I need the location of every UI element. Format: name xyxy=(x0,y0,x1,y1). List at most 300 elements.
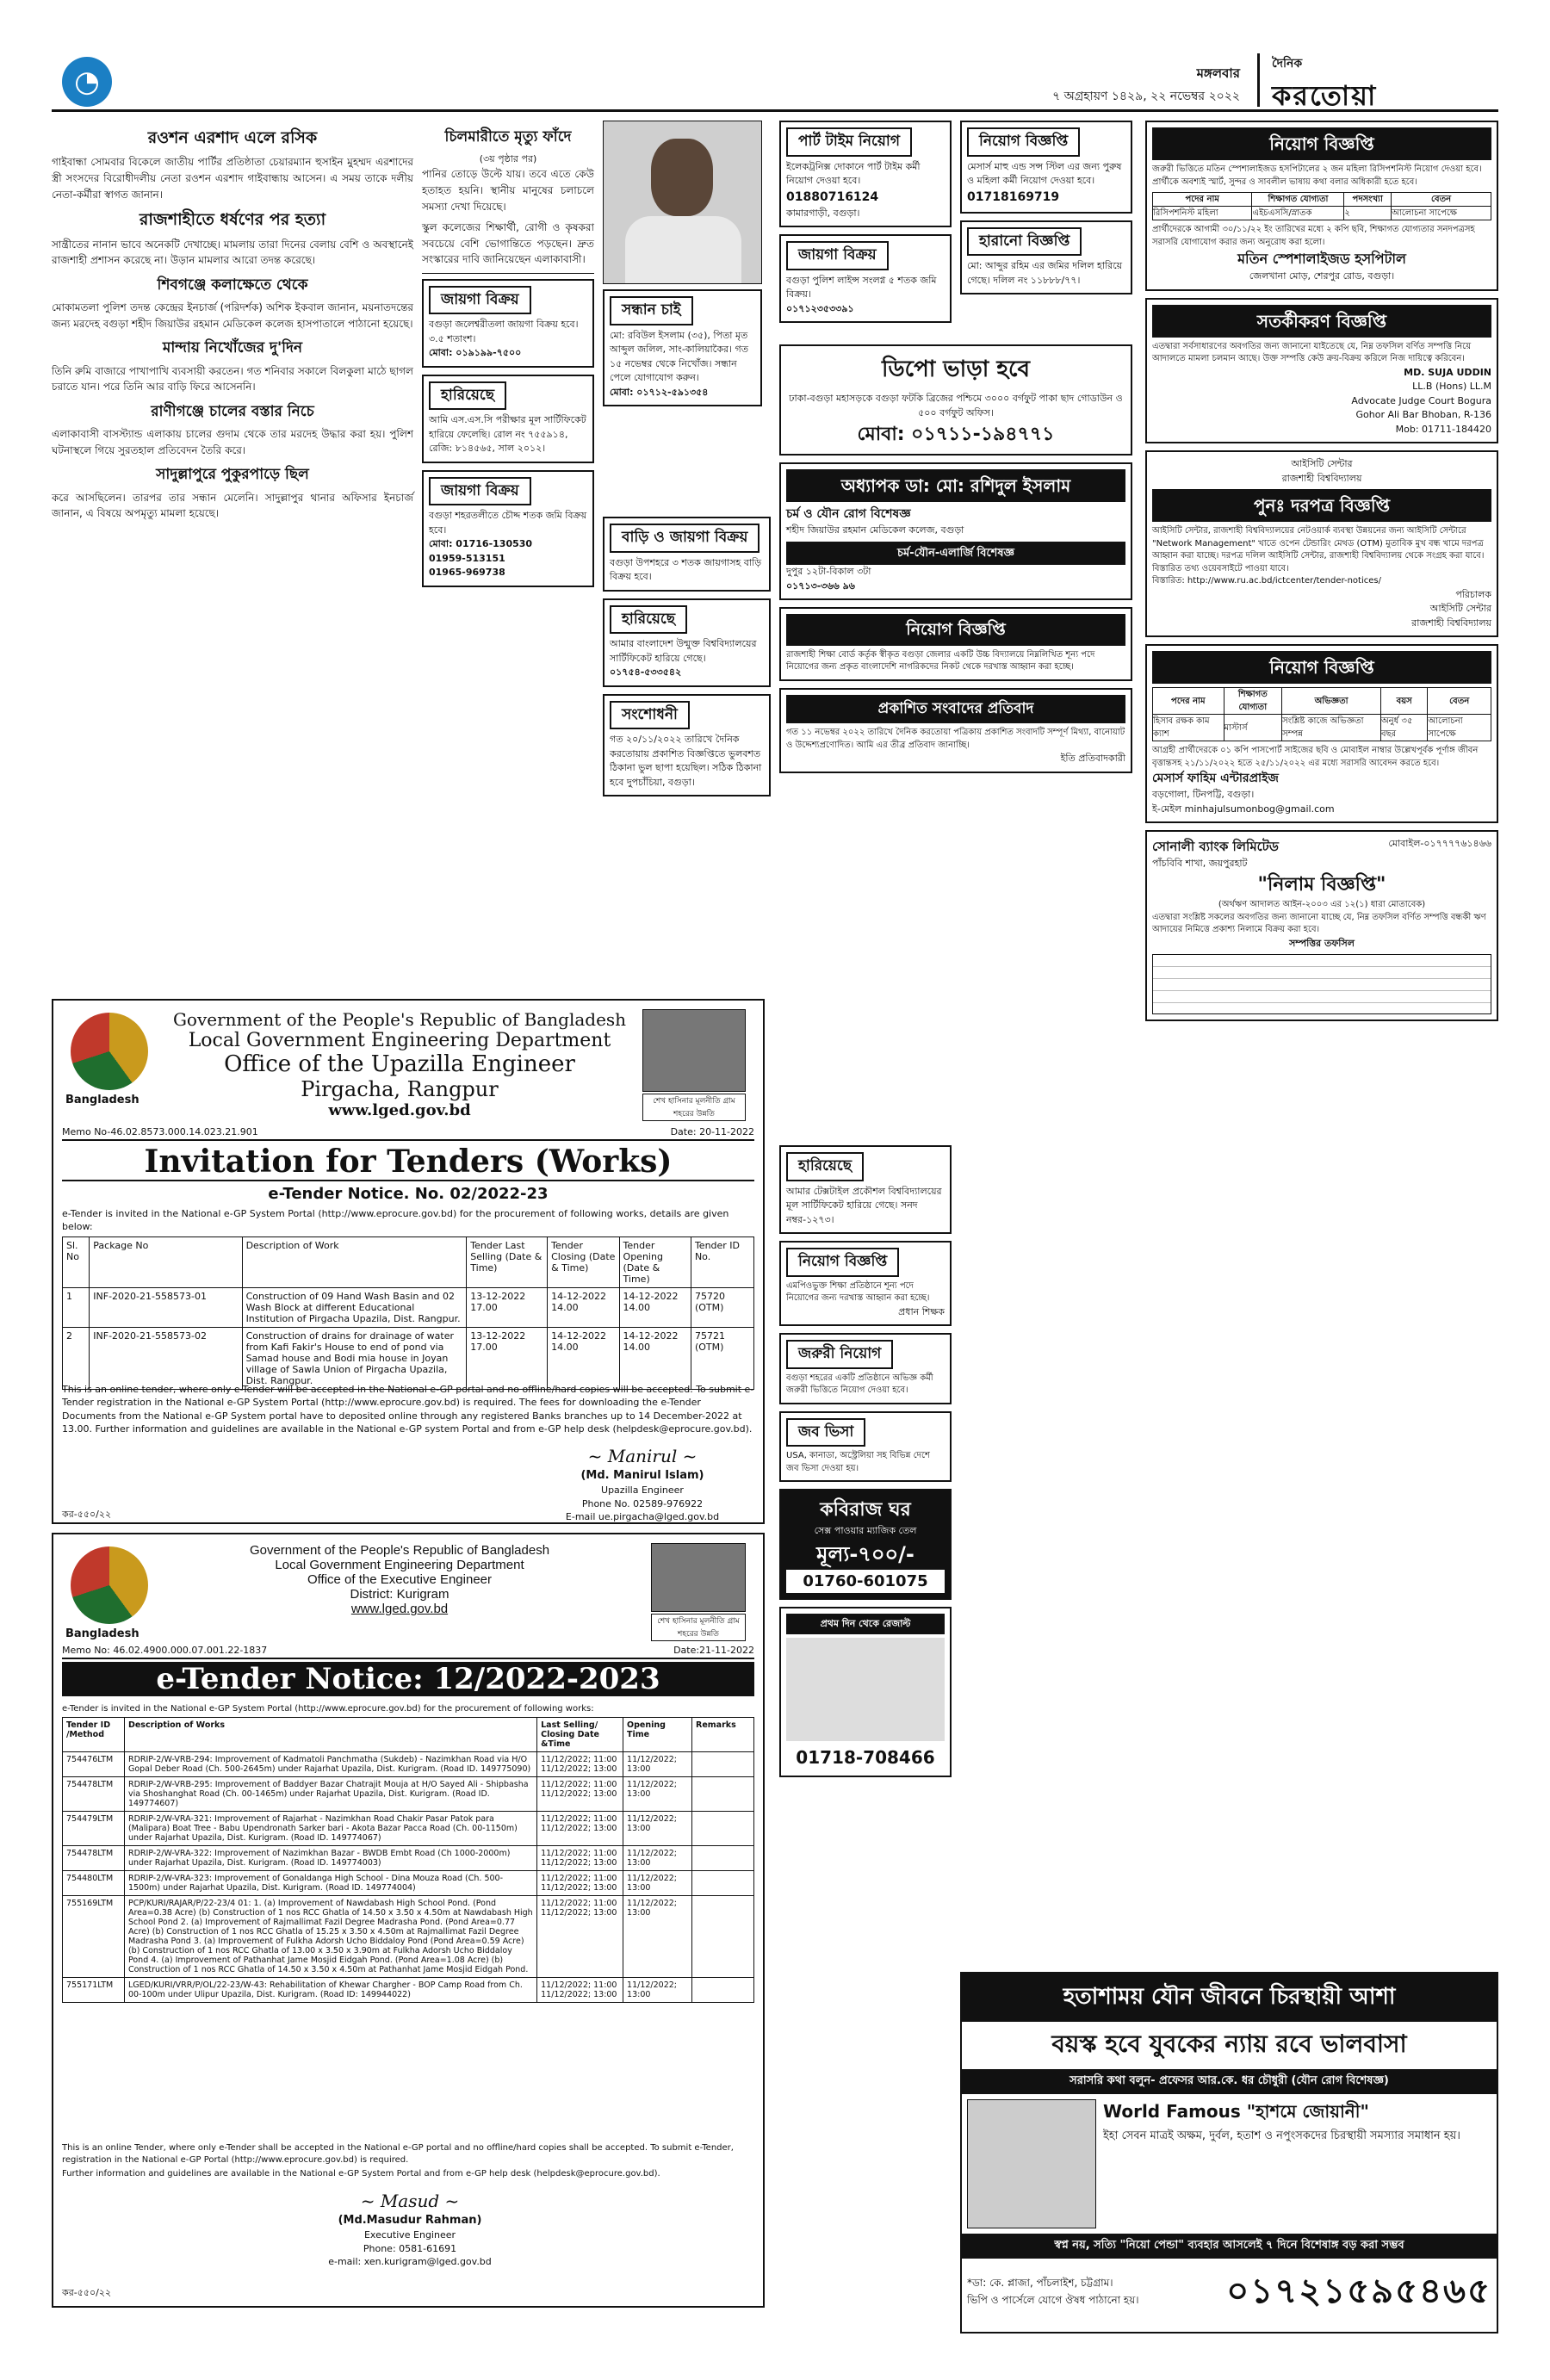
masthead xyxy=(52,52,1498,112)
ad-phone: 01959-513151 xyxy=(429,552,505,564)
memo-date: Date: 20-11-2022 xyxy=(670,1126,754,1137)
ad-title: সন্ধান চাই xyxy=(610,296,693,325)
hospital-job-ad xyxy=(1145,121,1498,291)
table-header: Last Selling/ Closing Date &Time xyxy=(537,1718,623,1752)
ad-title: প্রথম দিন থেকে রেজাল্ট xyxy=(786,1614,945,1635)
ad-title: হারানো বিজ্ঞপ্তি xyxy=(967,227,1082,257)
table-cell: 11/12/2022; 13:00 xyxy=(623,1871,692,1896)
issue-day: মঙ্গলবার xyxy=(1196,65,1240,81)
continued-label: (৩য় পৃষ্ঠার পর) xyxy=(479,153,537,165)
ad-phone: 01880716124 xyxy=(786,189,879,204)
table-header: Tender ID No. xyxy=(691,1237,753,1288)
classified-ad xyxy=(779,1333,952,1404)
table-row xyxy=(63,1752,754,1777)
article-text: করে আসছিলেন। তারপর তার সন্ধান মেলেনি। সাদুল্লাপুর থানার অফিসার ইনচার্জ জানান, এ বিষয়ে অপমৃত্যু মামলা হয়েছে। xyxy=(52,491,413,520)
ad-subheadline: সরাসরি কথা বলুন- প্রফেসর আর.কে. ধর চৌধুরী (যৌন রোগ বিশেষজ্ঞ) xyxy=(962,2069,1497,2094)
signature-scrawl-icon: ~ Masud ~ xyxy=(360,2191,460,2211)
table-cell xyxy=(692,1896,754,1978)
table-cell: 11/12/2022; 13:00 xyxy=(623,1752,692,1777)
ad-phone: ০১৭২১৫৯৫৪৬৫ xyxy=(1226,2272,1491,2311)
tender-notice-pirgacha xyxy=(52,999,765,1524)
table-cell: 755169LTM xyxy=(63,1896,125,1978)
logo-label: Bangladesh xyxy=(65,1627,140,1640)
classified-column xyxy=(960,121,1132,301)
table-header: শিক্ষাগত যোগ্যতা xyxy=(1224,688,1282,715)
ad-text: রাজশাহী শিক্ষা বোর্ড কর্তৃক স্বীকৃত বগুড়া জেলার একটি উচ্চ বিদ্যালয়ে নিম্নলিখিত শূন্য পদে নিয়োগের জন্য প্রকৃত বাংলাদেশি নাগরিকদের নিকট থেকে দরখাস্ত আহ্বান করা হচ্ছে। xyxy=(786,649,1095,672)
golden-jubilee-logo-icon xyxy=(71,1546,148,1624)
gov-website: www.lged.gov.bd xyxy=(328,1101,471,1119)
ad-text: এতদ্বারা সংশ্লিষ্ট সকলের অবগতির জন্য জানানো যাচ্ছে যে, নিম্ন তফসিল বর্ণিত সম্পত্তি বন্ধকী ঋণ আদায়ের নিমিত্তে প্রকাশ্য নিলামে বিক্রয় করা হবে। xyxy=(1152,912,1486,934)
headline: রাজশাহীতে ধর্ষণের পর হত্যা xyxy=(139,210,326,230)
table-row xyxy=(63,1328,754,1390)
signature-block xyxy=(539,1444,746,1523)
job-table xyxy=(1152,192,1491,220)
table-cell: 754479LTM xyxy=(63,1812,125,1846)
ad-sign: প্রধান শিক্ষক xyxy=(898,1305,945,1317)
brand-small: দৈনিক xyxy=(1272,57,1303,71)
ad-headline: হতাশাময় যৌন জীবনে চিরস্থায়ী আশা xyxy=(962,1974,1497,2022)
schedule-label: সম্পত্তির তফসিল xyxy=(1289,937,1355,949)
doctor-workplace: শহীদ জিয়াউর রহমান মেডিকেল কলেজ, বগুড়া xyxy=(786,524,964,536)
ad-headline: বয়স্ক হবে যুবকের ন্যায় রবে ভালবাসা xyxy=(1051,2030,1407,2058)
ad-text: মেসার্স মাহু এন্ড সন্স স্টিল এর জন্য পুরুষ ও মহিলা কর্মী নিয়োগ দেওয়া হবে। xyxy=(967,160,1122,186)
table-cell: 755171LTM xyxy=(63,1978,125,2003)
table-cell: এইচএসসি/স্নাতক xyxy=(1252,207,1344,220)
table-cell: আলোচনা সাপেক্ষে xyxy=(1428,715,1491,741)
bank-name: সোনালী ব্যাংক লিমিটেড xyxy=(1152,839,1279,854)
table-cell xyxy=(692,1812,754,1846)
ad-title: সংশোধনী xyxy=(610,701,690,730)
table-cell xyxy=(692,1777,754,1812)
newspaper-logo-icon: ◔ xyxy=(62,57,112,107)
table-cell: 11/12/2022; 11:00 11/12/2022; 13:00 xyxy=(537,1978,623,2003)
article-text: গাইবান্ধা সোমবার বিকেলে জাতীয় পার্টির প্রতিষ্ঠাতা চেয়ারম্যান হুসাইন মুহম্মদ এরশাদের স্ত্রী সংসদের বিরোধীদলীয় নেতা রওশন এরশাদ গাইবান্ধায় আসেন। এ সময় তাকে দলীয় নেতা-কর্মীরা স্বাগত জানান। xyxy=(52,156,413,201)
table-cell: হিসাব রক্ষক কাম ক্যাশ xyxy=(1153,715,1224,741)
ad-address: বড়গোলা, টিনপট্টি, বগুড়া। xyxy=(1152,789,1255,800)
ad-text: আইসিটি সেন্টার, রাজশাহী বিশ্ববিদ্যালয়ের নেটওয়ার্ক ব্যবস্থা উন্নয়নের জন্য আইসিটি সেন্টারে "Network Management" খাতে ওপেন টেন্ডারিং মেথড (OTM) মুতাবিক মুখ বন্ধ খামে দরপত্র আহ্বান করা যাচ্ছে। দরপত্র দলিল আইসিটি সেন্টার, রাজশাহী বিশ্ববিদ্যালয় থেকে সংগ্রহ করা যাবে। বিস্তারিত তথ্য ওয়েবসাইটে পাওয়া যাবে। xyxy=(1152,526,1485,573)
headline: রওশন এরশাদ এলে রসিক xyxy=(147,128,318,147)
ad-title: বাড়ি ও জায়গা বিক্রয় xyxy=(610,524,760,553)
news-column xyxy=(422,121,594,594)
classified-ad xyxy=(779,607,1132,681)
ad-note: প্রার্থীদেরকে আগামী ৩০/১১/২২ ইং তারিখের মধ্যে ২ কপি ছবি, শিক্ষাগত যোগ্যতার সনদপত্রসহ সরাসরি যোগাযোগ করার জন্য অনুরোধ করা হলো। xyxy=(1152,225,1475,247)
classified-ad xyxy=(422,375,594,463)
table-cell: 11/12/2022; 13:00 xyxy=(623,1846,692,1871)
table-cell: 13-12-2022 17.00 xyxy=(467,1328,548,1390)
headline: চিলমারীতে মৃত্যু ফাঁদে xyxy=(444,128,572,146)
table-header: Tender Last Selling (Date & Time) xyxy=(467,1237,548,1288)
ad-text: এমপিওভুক্ত শিক্ষা প্রতিষ্ঠানে শূন্য পদে নিয়োগের জন্য দরখাস্ত আহ্বান করা হচ্ছে। xyxy=(786,1280,930,1303)
gov-line: Government of the People's Republic of Bangladesh xyxy=(249,1543,550,1558)
table-cell: 11/12/2022; 11:00 11/12/2022; 13:00 xyxy=(537,1752,623,1777)
ad-title: নিয়োগ বিজ্ঞপ্তি xyxy=(786,1248,899,1277)
classified-ad xyxy=(779,1145,952,1234)
ad-bar: স্বপ্ন নয়, সত্যি "নিয়ো পেন্ডা" ব্যবহার আসলেই ৭ দিনে বিশেষাঙ্গ বড় করা সম্ভব xyxy=(962,2234,1497,2259)
table-row xyxy=(63,1777,754,1812)
ad-link: বিস্তারিত: http://www.ru.ac.bd/ictcenter/tender-notices/ xyxy=(1152,576,1381,586)
table-row xyxy=(63,1812,754,1846)
table-cell: 13-12-2022 17.00 xyxy=(467,1288,548,1328)
brand-block xyxy=(1257,53,1490,112)
ad-sign: পরিচালক xyxy=(1455,588,1491,600)
agency-header xyxy=(165,1009,634,1119)
ad-text: মো: রবিউল ইসলাম (৩৫), পিতা মৃত আব্দুল জলিল, সাং-কালিয়াকৈর। গত ১৫ নভেম্বর থেকে নিখোঁজ। সন্ধান পেলে যোগাযোগ করুন। xyxy=(610,329,748,383)
bank-auction-ad xyxy=(1145,830,1498,1021)
doctor-bar: চর্ম-যৌন-এলার্জি বিশেষজ্ঞ xyxy=(786,542,1125,566)
classified-column xyxy=(779,344,1132,780)
ad-text: গত ২০/১১/২০২২ তারিখে দৈনিক করতোয়ায় প্রকাশিত বিজ্ঞপ্তিতে ভুলবশত ঠিকানা ভুল ছাপা হয়েছিল। সঠিক ঠিকানা হবে দুপচাঁচিয়া, বগুড়া। xyxy=(610,734,762,788)
product-image xyxy=(786,1638,945,1741)
table-cell: 1 xyxy=(63,1288,90,1328)
table-header: Tender Opening (Date & Time) xyxy=(619,1237,691,1288)
ad-text: আগ্রহী প্রার্থীদেরকে ০১ কপি পাসপোর্ট সাইজের ছবি ও মোবাইল নাম্বার উল্লেখপূর্বক পূর্ণাঙ্গ জীবন বৃত্তান্তসহ ২১/১১/২০২২ হতে ২৫/১১/২০২২ এর মধ্যে সরাসরি আবেদন করতে হবে। xyxy=(1152,746,1479,768)
ayurvedic-ad xyxy=(779,1607,952,1778)
article-text: স্কুল কলেজের শিক্ষার্থী, রোগী ও কৃষকরা সবচেয়ে বেশি ভোগান্তিতে পড়ছেন। দ্রুত সংস্কারের দাবি জানিয়েছেন এলাকাবাসী। xyxy=(422,221,594,266)
table-header: Opening Time xyxy=(623,1718,692,1752)
table-header: পদের নাম xyxy=(1153,193,1252,207)
issue-date: ৭ অগ্রহায়ণ ১৪২৯, ২২ নভেম্বর ২০২২ xyxy=(1052,90,1240,103)
ad-text: ঢাকা-বগুড়া মহাসড়কে বগুড়া ফটকি ব্রিজের পশ্চিমে ৩০০০ বর্গফুট পাকা ছাদ গোডাউন ও ৫০০ বর্গফুট অফিস। xyxy=(789,393,1123,418)
ad-text: USA, কানাডা, অস্ট্রেলিয়া সহ বিভিন্ন দেশে জব ভিসা দেওয়া হয়। xyxy=(786,1451,930,1473)
ad-title: পুনঃ দরপত্র বিজ্ঞপ্তি xyxy=(1152,489,1491,522)
news-column xyxy=(52,121,413,527)
classified-column xyxy=(779,121,952,330)
table-cell: RDRIP-2/W-VRA-323: Improvement of Gonaldanga High School - Dina Mouza Road (Ch. 500-1500m) under Rajarhat Upazila, Dist. Kurigram. (Road ID. 149774004) xyxy=(124,1871,536,1896)
table-header: Description of Works xyxy=(124,1718,536,1752)
ad-price: মূল্য-৭০০/- xyxy=(816,1541,914,1566)
tender-subtitle: e-Tender Notice. No. 02/2022-23 xyxy=(268,1185,549,1203)
table-header: Package No xyxy=(90,1237,242,1288)
table-cell: 14-12-2022 14.00 xyxy=(548,1288,619,1328)
table-cell: 14-12-2022 14.00 xyxy=(619,1328,691,1390)
table-row xyxy=(63,1896,754,1978)
caution-ad xyxy=(1145,298,1498,444)
ad-title: জায়গা বিক্রয় xyxy=(429,477,531,506)
protest-ad xyxy=(779,688,1132,773)
ad-location: কামারগাড়ী, বগুড়া। xyxy=(786,207,860,219)
ad-title: নিয়োগ বিজ্ঞপ্তি xyxy=(1152,127,1491,160)
table-cell: Construction of 09 Hand Wash Basin and 02 Wash Block at different Educational Institution of Pirgacha Upazila, Dist. Rangpur. xyxy=(242,1288,467,1328)
table-cell: 754478LTM xyxy=(63,1777,125,1812)
table-cell: 14-12-2022 14.00 xyxy=(548,1328,619,1390)
ad-title: হারিয়েছে xyxy=(610,605,687,635)
ad-title: সতর্কীকরণ বিজ্ঞপ্তি xyxy=(1152,305,1491,338)
classified-ad xyxy=(603,694,771,797)
ad-text: সেক্স পাওয়ার ম্যাজিক তেল xyxy=(814,1525,917,1536)
table-header: Sl. No xyxy=(63,1237,90,1288)
signatory-phone: Phone No. 02589-976922 xyxy=(581,1497,704,1509)
classified-ad xyxy=(960,220,1132,295)
table-row xyxy=(63,1846,754,1871)
ad-ref-code: কর-৫৫০/২২ xyxy=(62,2287,112,2298)
article-text: এলাকাবাসী বাসস্ট্যান্ড এলাকায় চালের গুদাম থেকে তার মরদেহ উদ্ধার করা হয়। পুলিশ ঘটনাস্থলে গিয়ে সুরতহাল প্রতিবেদন তৈরি করে। xyxy=(52,428,413,456)
ad-org: মেসার্স ফাহিম এন্টারপ্রাইজ xyxy=(1152,772,1279,785)
lawyer-court: Advocate Judge Court Bogura xyxy=(1351,394,1491,406)
ad-text: বগুড়া শহরতলীতে চৌদ্দ শতক জমি বিক্রয় হবে। xyxy=(429,510,587,536)
classified-ad xyxy=(779,121,952,227)
ad-text: এতদ্বারা সর্বসাধারণের অবগতির জন্য জানানো যাইতেছে যে, নিম্ন তফসিল বর্ণিত সম্পত্তি নিয়ে আদালতে মামলা চলমান আছে। উক্ত সম্পত্তি কেউ ক্রয়-বিক্রয় করিলে নিজ দায়িত্বে করিবেন। xyxy=(1152,341,1472,363)
table-cell: RDRIP-2/W-VRB-295: Improvement of Baddyer Bazar Chatrajit Mouja at H/O Sayed Ali - Shipbasha via Shoshanghat Road (Ch. 00-1465m) under Rajarhat Upazila, Dist. Kurigram. (Road ID. 149774607) xyxy=(124,1777,536,1812)
table-header: বেতন xyxy=(1428,688,1491,715)
headline: রাণীগঞ্জে চালের বস্তার নিচে xyxy=(151,402,314,420)
table-cell: 11/12/2022; 11:00 11/12/2022; 13:00 xyxy=(537,1871,623,1896)
lawyer-phone: Mob: 01711-184420 xyxy=(1395,423,1491,435)
classified-ad xyxy=(779,1241,952,1326)
table-cell: ২ xyxy=(1344,207,1392,220)
ad-sign: ইতি প্রতিবাদকারী xyxy=(1060,753,1125,764)
memo-line xyxy=(62,1645,754,1659)
table-cell xyxy=(692,1978,754,2003)
ad-title: জব ভিসা xyxy=(786,1418,865,1447)
table-cell: 14-12-2022 14.00 xyxy=(619,1288,691,1328)
golden-jubilee-logo-icon xyxy=(71,1013,148,1090)
classified-ad xyxy=(960,121,1132,214)
table-header: পদসংখ্যা xyxy=(1344,193,1392,207)
table-cell: INF-2020-21-558573-01 xyxy=(90,1288,242,1328)
table-cell: অনুর্ধ ৩৫ বছর xyxy=(1381,715,1428,741)
signature-block xyxy=(315,2189,505,2268)
ad-text: জরুরী ভিত্তিতে মতিন স্পেশালাইজড হসপিটালের ২ জন মহিলা রিসিপশনিস্ট নিয়োগ দেওয়া হবে। প্রার্থীকে অবশ্যই স্মার্ট, সুন্দর ও সাবলীল ভাষায় কথা বলার অধিকারী হতে হবে। xyxy=(1152,164,1482,187)
ad-text: বগুড়া জলেশ্বরীতলা জায়গা বিক্রয় হবে। ৩.৫ শতাংশ। xyxy=(429,319,579,344)
ad-phone: মোবা: 01716-130530 xyxy=(429,538,533,550)
signatory-email: e-mail: xen.kurigram@lged.gov.bd xyxy=(328,2255,492,2267)
medicine-ad xyxy=(960,1972,1498,2334)
missing-person-column xyxy=(603,121,762,413)
table-cell: 11/12/2022; 13:00 xyxy=(623,1978,692,2003)
signatory-phone: Phone: 0581-61691 xyxy=(363,2242,457,2254)
table-row xyxy=(63,1871,754,1896)
ad-phone: 01760-601075 xyxy=(786,1570,945,1593)
ict-org: আইসিটি সেন্টার xyxy=(1291,458,1353,469)
tender-intro: e-Tender is invited in the National e-GP System Portal (http://www.eprocure.gov.bd) for the procurement of following works: xyxy=(62,1704,594,1714)
tender-title: e-Tender Notice: 12/2022-2023 xyxy=(62,1662,754,1696)
ict-university: রাজশাহী বিশ্ববিদ্যালয় xyxy=(1281,472,1362,484)
ad-title: কবিরাজ ঘর xyxy=(820,1499,911,1521)
table-header: Tender ID /Method xyxy=(63,1718,125,1752)
table-cell: 11/12/2022; 13:00 xyxy=(623,1812,692,1846)
portrait-caption: শেখ হাসিনার মূলনীতি গ্রাম শহরের উন্নতি xyxy=(642,1094,746,1121)
article-text: সান্ত্রীতের নানান ভাবে অনেকটি দেখাচ্ছে। মামলায় তারা দিনের বেলায় বেশি ও অবস্থানেই রাজশাহী প্রশাসন করেছে না। উড়ান মামলার আরো তদন্ত করেছে। xyxy=(52,238,413,267)
ad-ref-code: কর-৫৫০/২২ xyxy=(62,1509,112,1520)
lawyer-degree: LL.B (Hons) LL.M xyxy=(1412,381,1491,392)
table-cell: PCP/KURI/RAJAR/P/22-23/4 01: 1. (a) Improvement of Nawdabash High School Pond. (Pond Area=0.38 Acre) (b) Construction of 1 nos RCC Ghatla of 14.50 x 3.50 x 4.50m at Nawdabash High School Pond 2. (a) Improvement of Rajmallimat Fazil Degree Madrasha Pond. (Pond Area=0.77 Acre) (b) Construction of 1 nos RCC Ghatla of 15.25 x 3.50 x 4.50m at Rajmallimat Fazil Degree Madrasha Pond 3. (a) Improvement of Fulkha Adorsh Ucho Biddaloy Pond (Pond Area=0.59 Acre) (b) Construction of 1 nos RCC Ghatla of 13.00 x 3.50 x 3.90m at Fulkha Adorsh Ucho Biddaloy Pond 4. (a) Improvement of Pathanhat Jame Mosjid Eidgah Pond. (Pond Area=1.08 Acre) (b) Construction of 1 nos RCC Ghatla of 14.50 x 3.50 x 4.50m at Pathanhat Jame Mosjid Eidgah Pond. xyxy=(124,1896,536,1978)
tender-notice-kurigram xyxy=(52,1533,765,2308)
table-cell: 11/12/2022; 13:00 xyxy=(623,1777,692,1812)
ad-sign: রাজশাহী বিশ্ববিদ্যালয় xyxy=(1411,617,1491,629)
table-cell: 2 xyxy=(63,1328,90,1390)
table-cell: RDRIP-2/W-VRA-321: Improvement of Rajarhat - Nazimkhan Road Chakir Pasar Patok para (Malipara) Boat Tree - Babu Upendronath Sarker bari - Akota Bazar Pacca Road (Ch. 00-1150m) under Rajarhat Upazila, Dist. Kurigram. (Road ID. 149774067) xyxy=(124,1812,536,1846)
tender-title: Invitation for Tenders (Works) xyxy=(62,1144,754,1181)
tender-footnote: This is an online tender, where only e-Tender will be accepted in the National e-GP portal and no offline/hard copies will be accepted. To submit e-Tender registration in the National e-GP System Portal (http://www.eprocure.gov.bd) is required. The fees for downloading the e-Tender Documents from the National e-GP System portal have to deposited online through any registered Banks branches up to 14 December-2022 at 13.00. Further information and guidelines are available in the National e-GP system Portal and from e-GP help desk (helpdesk@eprocure.gov.bd). xyxy=(62,1384,754,1435)
article-text: মোকামতলা পুলিশ তদন্ত কেন্দ্রের ইনচার্জ (পরিদর্শক) অশিক ইকবাল জানান, ময়নাতদন্তের জন্য মরদেহ বগুড়া শহীদ জিয়াউর রহমান মেডিকেল কলেজ হাসপাতালে পাঠানো হয়েছে। xyxy=(52,301,413,330)
right-column xyxy=(1145,121,1498,1028)
table-header: Tender Closing (Date & Time) xyxy=(548,1237,619,1288)
table-row xyxy=(63,1978,754,2003)
gov-line: Office of the Executive Engineer xyxy=(307,1572,492,1587)
doctor-photo xyxy=(967,2099,1096,2228)
ad-title: ডিপো ভাড়া হবে xyxy=(882,356,1030,382)
article-text: পানির তোড়ে উল্টে যায়। তবে এতে কেউ হতাহত হয়নি। স্থানীয় মানুষের চলাচলে সমস্যা দেখা দিয়েছে। xyxy=(422,168,594,213)
table-header: অভিজ্ঞতা xyxy=(1282,688,1381,715)
ad-text: আমার বাংলাদেশ উন্মুক্ত বিশ্ববিদ্যালয়ের সার্টিফিকেট হারিয়ে গেছে। xyxy=(610,638,757,664)
classified-column xyxy=(779,1145,952,1784)
kabiraj-ad xyxy=(779,1489,952,1600)
memo-date: Date:21-11-2022 xyxy=(673,1645,754,1656)
ad-text: গত ১১ নভেম্বর ২০২২ তারিখে দৈনিক করতোয়া পত্রিকায় প্রকাশিত সংবাদটি সম্পূর্ণ মিথ্যা, বানোয়াট ও উদ্দেশ্যপ্রণোদিত। আমি এর তীব্র প্রতিবাদ জানাচ্ছি। xyxy=(786,728,1125,750)
classified-ad xyxy=(603,598,771,687)
table-cell: 11/12/2022; 11:00 11/12/2022; 13:00 xyxy=(537,1777,623,1812)
ad-title: নিয়োগ বিজ্ঞপ্তি xyxy=(1152,651,1491,684)
tender-footnote: This is an online Tender, where only e-Tender shall be accepted in the National e-GP portal and no offline/hard copies shall be accepted. To submit e-Tender, registration in the National e-GP Portal (http://www.eprocure.gov.bd) is required. xyxy=(62,2143,734,2165)
ad-title: জায়গা বিক্রয় xyxy=(429,286,531,315)
doctor-specialty: চর্ম ও যৌন রোগ বিশেষজ্ঞ xyxy=(786,507,911,521)
gov-line: Office of the Upazilla Engineer xyxy=(224,1051,575,1077)
gov-website: www.lged.gov.bd xyxy=(350,1602,449,1616)
table-cell: 75721 (OTM) xyxy=(691,1328,753,1390)
gov-line: District: Kurigram xyxy=(350,1587,450,1602)
table-cell: 75720 (OTM) xyxy=(691,1288,753,1328)
table-cell: সংশ্লিষ্ট কাজে অভিজ্ঞতা সম্পন্ন xyxy=(1282,715,1381,741)
ad-text: ইলেকট্রনিক্স দোকানে পার্ট টাইম কর্মী নিয়োগ দেওয়া হবে। xyxy=(786,160,921,186)
logo-label: Bangladesh xyxy=(65,1094,140,1106)
ad-text: মো: আব্দুর রহিম এর জমির দলিল হারিয়ে গেছে। দলিল নং ১১৮৮৮/৭৭। xyxy=(967,260,1123,286)
ad-sign: আইসিটি সেন্টার xyxy=(1429,603,1491,614)
job-ad xyxy=(1145,644,1498,823)
ad-phone: ০১৭১২৩৫৩৩৯১ xyxy=(786,302,854,314)
memo-number: Memo No-46.02.8573.000.14.023.21.901 xyxy=(62,1126,258,1137)
ad-phone: মোবা: ০১৭১২-৫৯১৩৫৪ xyxy=(610,386,709,398)
gov-line: Pirgacha, Rangpur xyxy=(301,1077,499,1101)
ad-text: বগুড়া শহরের একটি প্রতিষ্ঠানে অভিজ্ঞ কর্মী জরুরী ভিত্তিতে নিয়োগ দেওয়া হবে। xyxy=(786,1373,933,1395)
table-cell: RDRIP-2/W-VRB-294: Improvement of Kadmatoli Panchmatha (Sukdeb) - Nazimkhan Road via H/O Gopal Deber Road (Ch. 500-2645m) under Rajarhat Upazila, Dist. Kurigram. (Road ID. 149775090) xyxy=(124,1752,536,1777)
table-cell xyxy=(692,1871,754,1896)
gov-line: Local Government Engineering Department xyxy=(188,1030,611,1051)
ad-org: মতিন স্পেশালাইজড হসপিটাল xyxy=(1237,251,1406,267)
portrait-image xyxy=(651,1543,746,1612)
ad-title: নিয়োগ বিজ্ঞপ্তি xyxy=(786,614,1125,646)
ad-delivery: ভিপি ও পার্সেলে যোগে ঔষধ পাঠানো হয়। xyxy=(967,2293,1139,2306)
ict-tender-ad xyxy=(1145,450,1498,637)
table-cell: রিসিপশনিস্ট মহিলা xyxy=(1153,207,1252,220)
ad-description: ইহা সেবন মাত্রই অক্ষম, দুর্বল, হতাশ ও নপুংসকদের চিরস্থায়ী সমস্যার সমাধান হয়। xyxy=(1103,2129,1460,2142)
tender-footnote: Further information and guidelines are available in the National e-GP System Portal and from e-GP help desk (helpdesk@eprocure.gov.bd). xyxy=(62,2169,660,2179)
table-cell xyxy=(692,1846,754,1871)
gov-line: Local Government Engineering Department xyxy=(275,1558,524,1572)
bank-contact: মোবাইল-০১৭৭৭৭৬১৪৬৬ xyxy=(1388,838,1491,849)
ad-subtitle: (অর্থঋণ আদালত আইন-২০০৩ এর ১২(১) ধারা মোতাবেক) xyxy=(1218,900,1426,909)
ad-phone: 01718169719 xyxy=(967,189,1060,204)
lawyer-office: Gohor Ali Bar Bhoban, R-136 xyxy=(1355,409,1491,420)
schedule-table xyxy=(1152,954,1491,1014)
ad-title: নিয়োগ বিজ্ঞপ্তি xyxy=(967,127,1080,157)
headline: সাদুল্লাপুরে পুকুরপাড়ে ছিল xyxy=(156,466,309,484)
classified-ad xyxy=(779,1411,952,1483)
table-cell: 754476LTM xyxy=(63,1752,125,1777)
tender-intro: e-Tender is invited in the National e-GP System Portal (http://www.eprocure.gov.bd) for the procurement of following works, details are given below: xyxy=(62,1208,729,1233)
table-header: পদের নাম xyxy=(1153,688,1224,715)
classified-ad xyxy=(603,289,762,406)
classified-ad xyxy=(422,279,594,368)
ad-phone: মোবা: ০১৯১৯৯-৭৫০০ xyxy=(429,347,522,359)
ad-title: হারিয়েছে xyxy=(786,1152,864,1181)
ad-text: বগুড়া উপশহরে ৩ শতক জায়গাসহ বাড়ি বিক্রয় হবে। xyxy=(610,556,762,582)
ad-email: ই-মেইল minhajulsumonbog@gmail.com xyxy=(1152,803,1335,815)
table-cell: Construction of drains for drainage of water from Kafi Fakir's House to end of pond via Samad house and Bodi mia house in Joyan village of Sawla Union of Pirgacha Upazila, Dist. Rangpur. xyxy=(242,1328,467,1390)
table-header: বেতন xyxy=(1392,193,1491,207)
memo-line xyxy=(62,1126,754,1141)
table-cell: মাস্টার্স xyxy=(1224,715,1282,741)
gov-line: Government of the People's Republic of Bangladesh xyxy=(172,1009,627,1030)
portrait-caption: শেখ হাসিনার মূলনীতি গ্রাম শহরের উন্নতি xyxy=(651,1614,746,1641)
table-cell: 11/12/2022; 13:00 xyxy=(623,1896,692,1978)
table-cell: INF-2020-21-558573-02 xyxy=(90,1328,242,1390)
table-cell: 754478LTM xyxy=(63,1846,125,1871)
ad-address: *ডা: কে. প্লাজা, পাঁচলাইশ, চট্টগ্রাম। xyxy=(967,2276,1113,2289)
ad-phone: 01965-969738 xyxy=(429,567,505,579)
tender-table xyxy=(62,1236,754,1390)
table-cell: RDRIP-2/W-VRA-322: Improvement of Nazimkhan Bazar - BWDB Embt Road (Ch 1000-2000m) under Rajarhat Upazila, Dist. Kurigram. (Road ID. 149774003) xyxy=(124,1846,536,1871)
lawyer-name: MD. SUJA UDDIN xyxy=(1404,366,1491,378)
classified-ad xyxy=(603,517,771,592)
ad-text: বগুড়া পুলিশ লাইন্স সংলগ্ন ৫ শতক জমি বিক্রয়। xyxy=(786,274,937,300)
ad-title: হারিয়েছে xyxy=(429,381,506,411)
table-header: Remarks xyxy=(692,1718,754,1752)
ad-title: জায়গা বিক্রয় xyxy=(786,241,889,270)
signatory-title: Executive Engineer xyxy=(363,2229,456,2241)
signature-scrawl-icon: ~ Manirul ~ xyxy=(587,1446,698,1466)
signatory-name: (Md. Manirul Islam) xyxy=(580,1469,704,1482)
signatory-title: Upazilla Engineer xyxy=(601,1484,684,1497)
table-header: শিক্ষাগত যোগ্যতা xyxy=(1252,193,1344,207)
ad-text: আমি এস.এস.সি পরীক্ষার মূল সার্টিফিকেট হারিয়ে ফেলেছি। রোল নং ৭৫৫৯১৪, রেজি: ৮১৪৫৬৫, সাল ২০১২। xyxy=(429,414,586,455)
signatory-email: E-mail ue.pirgacha@lged.gov.bd xyxy=(565,1510,720,1522)
doctor-phone: ০১৭১৩-৩৬৬ ৯৬ xyxy=(786,580,855,592)
ad-title: প্রকাশিত সংবাদের প্রতিবাদ xyxy=(786,695,1125,724)
agency-header xyxy=(165,1543,634,1616)
table-cell: 11/12/2022; 11:00 11/12/2022; 13:00 xyxy=(537,1812,623,1846)
doctor-ad xyxy=(779,462,1132,600)
ad-phone: 01718-708466 xyxy=(796,1747,935,1768)
ad-title: "নিলাম বিজ্ঞপ্তি" xyxy=(1257,874,1386,896)
ad-address: জেলখানা মোড়, শেরপুর রোড, বগুড়া। xyxy=(1249,270,1395,282)
ad-text: আমার টেক্সটাইল প্রকৌশল বিশ্ববিদ্যালয়ের মূল সার্টিফিকেট হারিয়ে গেছে। সনদ নম্বর-১২৭৩। xyxy=(786,1185,942,1225)
doctor-name: অধ্যাপক ডা: মো: রশিদুল ইসলাম xyxy=(786,469,1125,502)
table-cell xyxy=(692,1752,754,1777)
memo-number: Memo No: 46.02.4900.000.07.001.22-1837 xyxy=(62,1645,268,1656)
table-cell: 11/12/2022; 11:00 11/12/2022; 13:00 xyxy=(537,1846,623,1871)
table-row xyxy=(63,1288,754,1328)
ad-title: জরুরী নিয়োগ xyxy=(786,1340,893,1369)
portrait-image xyxy=(642,1009,746,1092)
article-text: তিনি রুমি বাজারে পাখাপাখি ব্যবসায়ী করতেন। গত শনিবার সকালে বিলকুলা মাঠে ছাগল চরাতে যান। পরে তিনি আর বাড়ি ফিরে আসেননি। xyxy=(52,364,413,394)
ad-product: World Famous "হাশমে জোয়ানী" xyxy=(1103,2101,1369,2122)
headline: শিবগঞ্জে কলাক্ষেতে থেকে xyxy=(157,276,308,294)
table-cell: 11/12/2022; 11:00 11/12/2022; 13:00 xyxy=(537,1896,623,1978)
missing-person-photo xyxy=(603,121,762,284)
tender-table xyxy=(62,1717,754,2003)
ad-phone: মোবা: ০১৭১১-১৯৪৭৭১ xyxy=(857,424,1055,445)
headline: মান্দায় নিখোঁজের দু'দিন xyxy=(162,339,303,357)
classified-column xyxy=(603,517,771,803)
doctor-time: দুপুর ১২টা-বিকাল ৩টা xyxy=(786,566,871,577)
classified-ad xyxy=(779,234,952,323)
classified-ad xyxy=(422,470,594,587)
table-cell: আলোচনা সাপেক্ষে xyxy=(1392,207,1491,220)
table-header: বয়স xyxy=(1381,688,1428,715)
brand-name: করতোয়া xyxy=(1272,79,1378,112)
ad-title: পার্ট টাইম নিয়োগ xyxy=(786,127,912,157)
table-cell: 754480LTM xyxy=(63,1871,125,1896)
